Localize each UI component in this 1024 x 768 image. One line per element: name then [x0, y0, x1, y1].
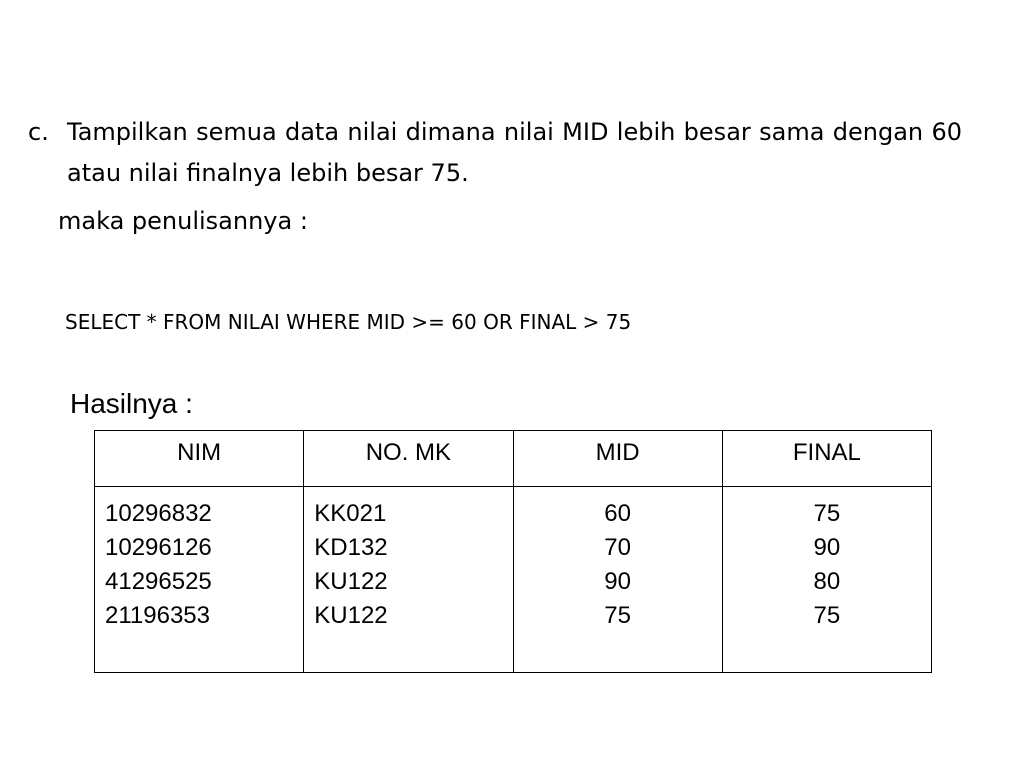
no-mk-column: [304, 487, 513, 673]
table-data-row: [95, 487, 932, 673]
final-cell: 80: [813, 568, 841, 595]
nim-cell: 10296126: [105, 534, 212, 561]
nim-cell: 41296525: [105, 568, 212, 595]
header-final: FINAL: [722, 431, 931, 487]
final-column: [722, 487, 931, 673]
final-cell: 90: [813, 534, 841, 561]
intro-text: maka penulisannya :: [58, 207, 308, 235]
header-nim: NIM: [95, 431, 304, 487]
result-heading: Hasilnya :: [70, 388, 193, 419]
nim-cell: 21196353: [105, 602, 210, 629]
table-header-row: [95, 431, 932, 487]
result-table: [94, 430, 932, 673]
header-mid: MID: [513, 431, 722, 487]
nim-column: [95, 487, 304, 673]
mid-column: [513, 487, 722, 673]
mid-cell: 90: [604, 568, 631, 595]
mid-cell: 60: [604, 500, 631, 527]
final-cell: 75: [813, 500, 841, 527]
no-mk-cell: KK021: [314, 500, 387, 527]
nim-cell: 10296832: [105, 500, 212, 527]
result-table-body: [95, 487, 932, 673]
final-cell: 75: [813, 602, 841, 629]
question-marker: c.: [28, 118, 49, 146]
question-paragraph: [28, 112, 962, 194]
no-mk-cell: KU122: [314, 568, 388, 595]
mid-cell: 70: [604, 534, 631, 561]
mid-cell: 75: [604, 602, 631, 629]
sql-query: SELECT * FROM NILAI WHERE MID >= 60 OR FINAL > 75: [65, 310, 632, 334]
no-mk-cell: KU122: [314, 602, 388, 629]
no-mk-cell: KD132: [314, 534, 388, 561]
question-text: Tampilkan semua data nilai dimana nilai MID lebih besar sama dengan 60 atau nilai finalnya lebih besar 75.: [67, 118, 962, 187]
header-no-mk: NO. MK: [304, 431, 513, 487]
result-table-head: [95, 431, 932, 487]
